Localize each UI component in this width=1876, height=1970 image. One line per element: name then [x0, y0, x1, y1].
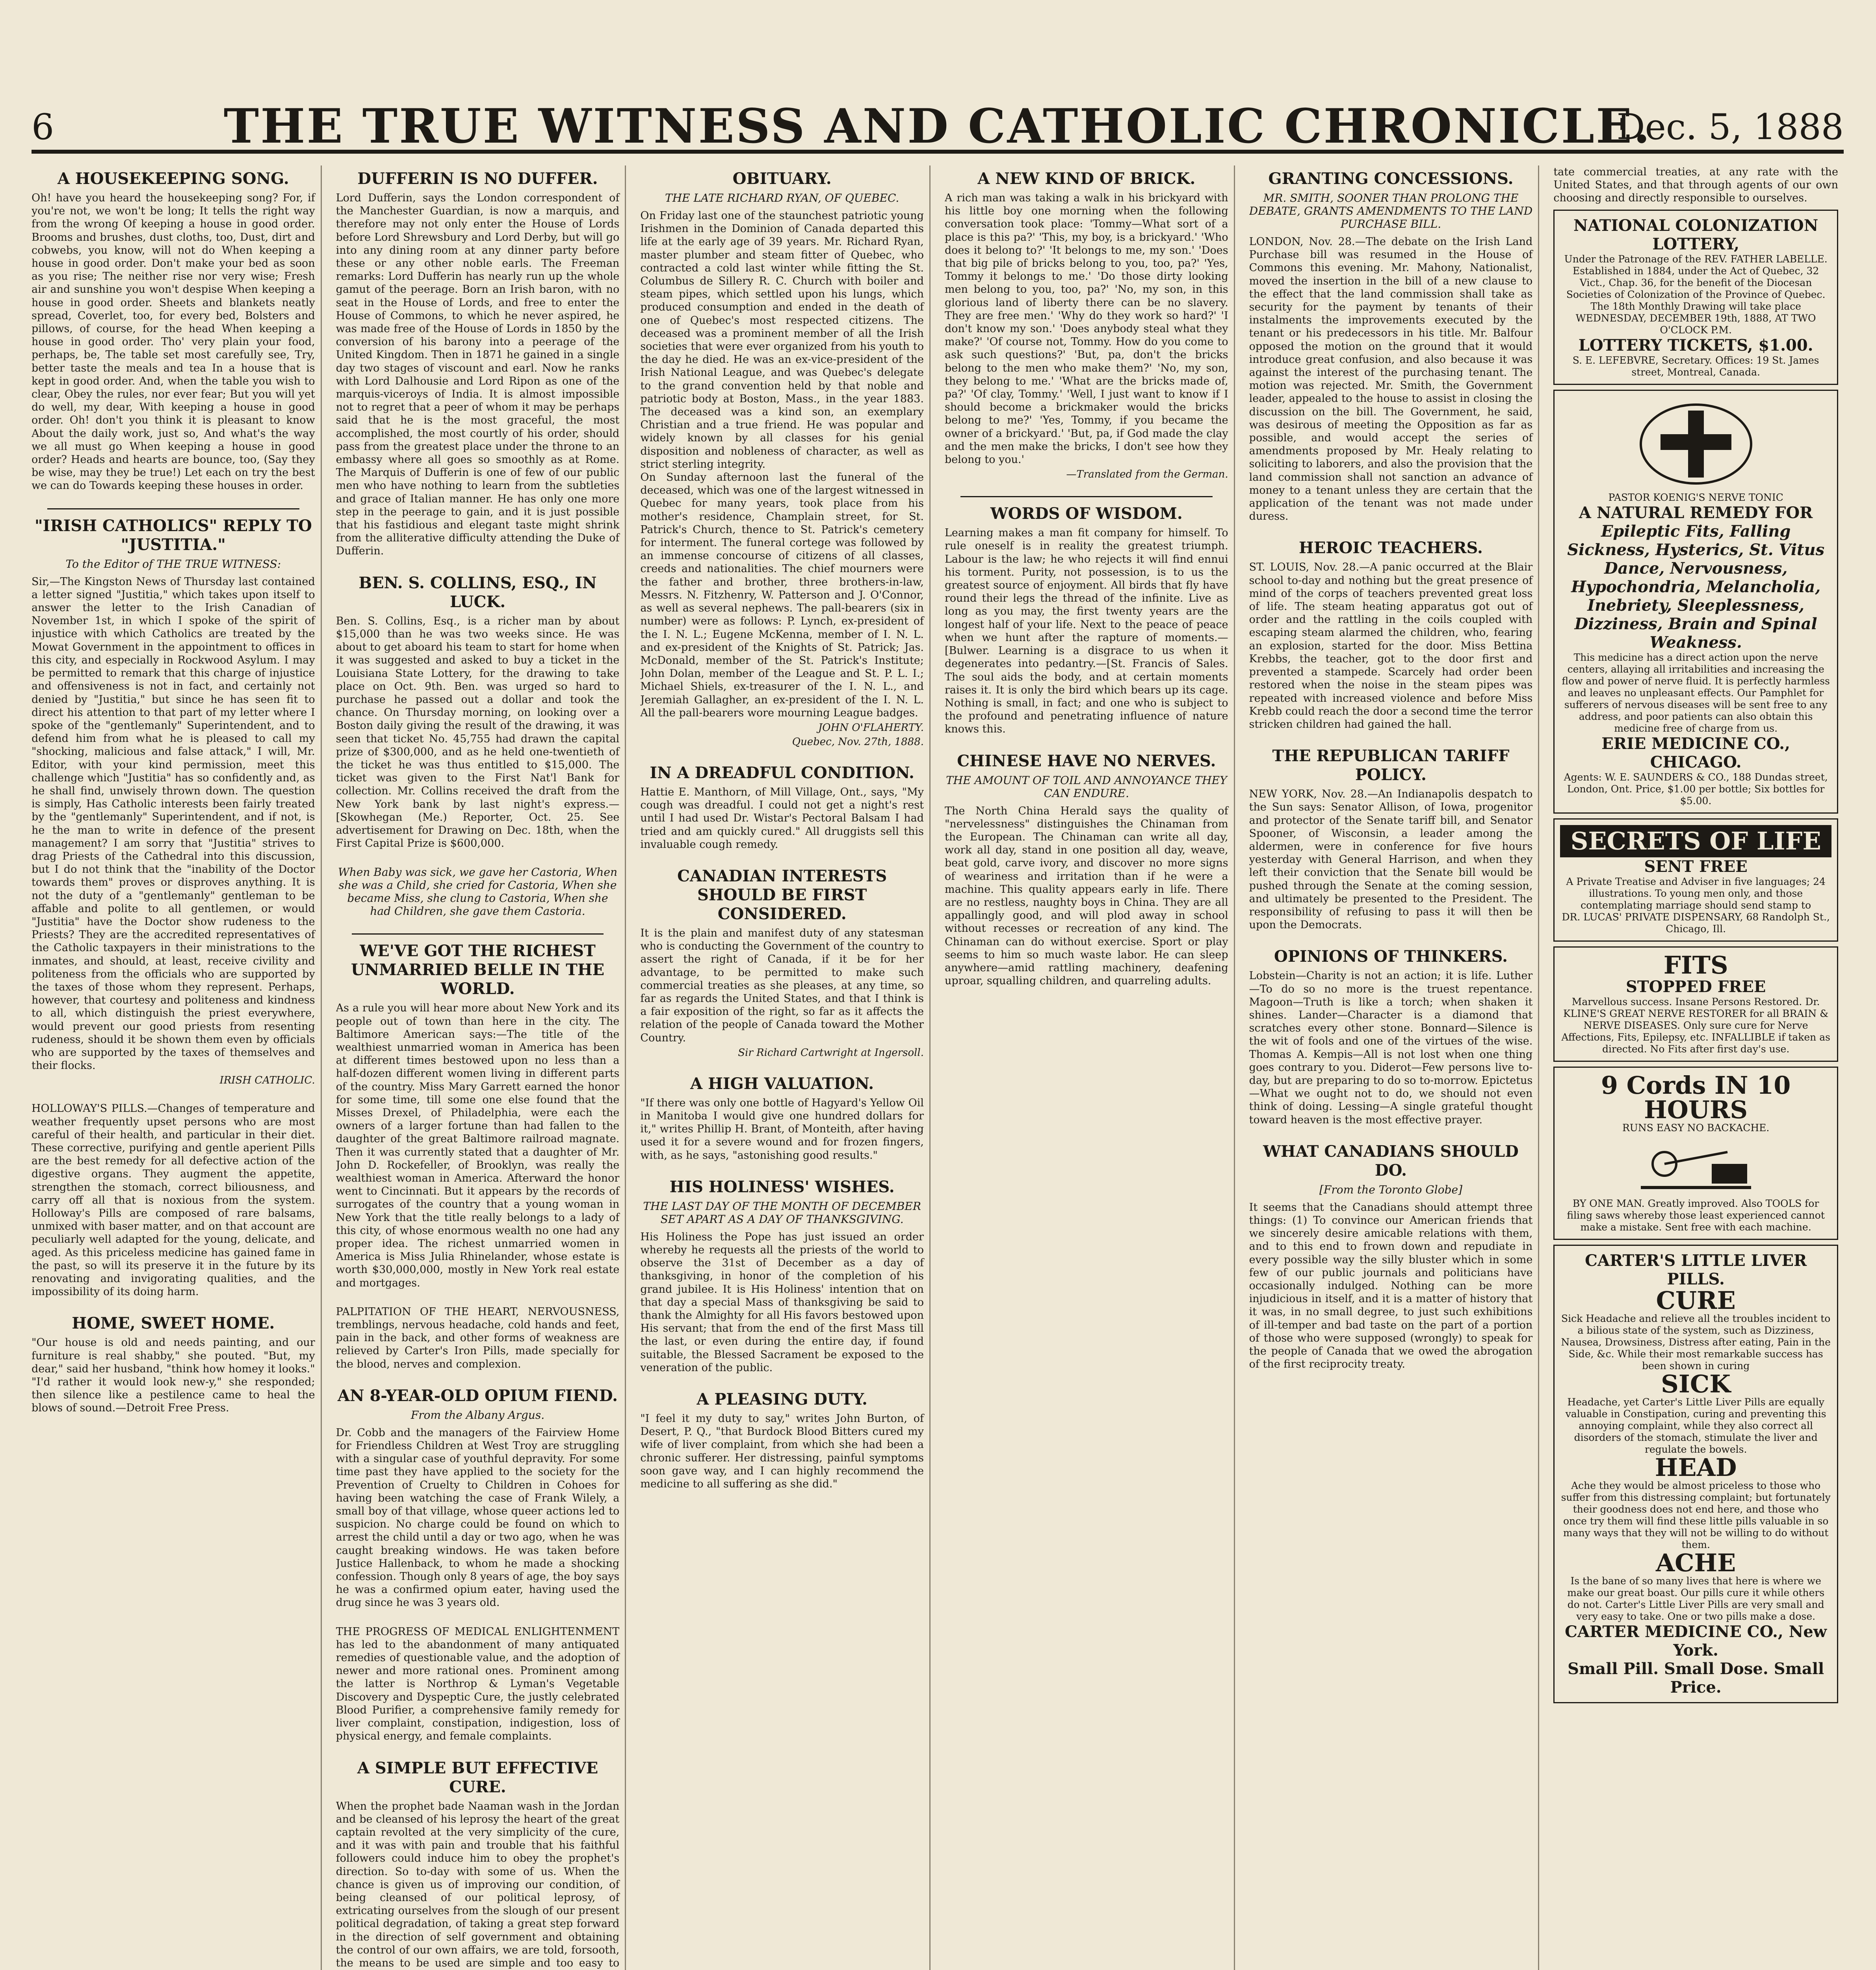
ad-office: S. E. LEFEBVRE, Secretary. Offices: 19 St. James street, Montreal, Canada.	[1572, 354, 1819, 378]
article-body: "Our house is old and needs painting, and our furniture is real shabby," she pouted. "But, my dear," said her husband, "think how homey it looks." "I'd rather it would look new-y," she responded; then silence like a pestilence came to heal the blows of sound.—Detroit Free Press.	[32, 1336, 315, 1414]
article-body: His Holiness the Pope has just issued an order whereby he requests all the priests of the world to observe the 31st of December as a day of thanksgiving, in honor of the completion of his grand jubilee. It is His Holiness' intention that on that day a special Mass of thanksgiving be said to thank the Almighty for all His favors bestowed upon His servant; that from the end of the first Mass till the last, or even during the entire day, if found suitable, the Blessed Sacrament be exposed to the veneration of the public.	[640, 1230, 924, 1374]
article-headline: AN 8-YEAR-OLD OPIUM FIEND.	[337, 1386, 618, 1405]
article-opinions-thinkers	[1249, 947, 1533, 1126]
article-body: Learning makes a man fit company for himself. To rule oneself is in reality the greatest triumph. Labour is the law; he who rejects it will find ennui his torment. Purity, not possession, is to us the greatest source of enjoyment. All birds that fly have round their legs the thread of the infinite. Live as long as you may, the first twenty years are the longest half of your life. Next to the peace of peace when we hunt after the rapture of moments.—[Bulwer. Learning is a disgrace to us when it degenerates into pedantry.—[St. Francis of Sales. The soul aids the body, and at certain moments raises it. It is only the bird which bears up its cage. Nothing is small, in fact; and one who is subject to the profound and penetrating influence of nature knows this.	[945, 527, 1228, 736]
article-dateline: Quebec, Nov. 27th, 1888.	[792, 736, 924, 748]
article-body: Lord Dufferin, says the London correspondent of the Manchester Guardian, is now a marquis, and therefore may not only enter the House of Lords before Lord Shrewsbury and Lord Derby, but will go into any dining room at any dinner party before these or any other noble earls. The Freeman remarks: Lord Dufferin has nearly run up the whole gamut of the peerage. Born an Irish baron, with no seat in the House of Lords, and free to enter the House of Commons, to which he never aspired, he was made free of the House of Lords in 1850 by the conversion of his barony into a peerage of the United Kingdom. Then in 1871 he gained in a single day two stages of viscount and earl. Now he ranks with Lord Dalhousie and Lord Ripon as one of the marquis-viceroys of India. It is almost impossible not to regret that a peer of whom it may be perhaps said that he is the most graceful, the most accomplished, the most courtly of his order, should pass from the greatest place under the throne to an embassy where all goes so smoothly as at Rome. The Marquis of Dufferin is one of few of our public men who have nothing to learn from the subtleties and grace of Italian manner. He has only one more step in the peerage to gain, and it is just possible that his fastidious and elegant taste might shrink from the alliterative difficulty attending the Duke of Dufferin.	[336, 192, 620, 558]
verse-text: When Baby was sick, we gave her Castoria, When she was a Child, she cried for Castoria, When she became Miss, she clung to Castoria, When she had Children, she gave them Castoria.	[338, 866, 617, 918]
article-headline: A HOUSEKEEPING SONG.	[57, 169, 289, 188]
ad-word-ache: ACHE	[1656, 1548, 1736, 1577]
article-body: "I feel it my duty to say," writes John Burton, of Desert, P. Q., "that Burdock Blood Bitters cured my wife of liver complaint, from which she had been a chronic sufferer. Her distressing, painful symptoms soon gave way, and I can highly recommend the medicine to all suffering as she did."	[640, 1412, 924, 1491]
article-headline: WORDS OF WISDOM.	[990, 504, 1183, 523]
article-signature: JOHN O'FLAHERTY.	[818, 721, 924, 734]
ad-subtitle: Under the Patronage of the REV. FATHER LABELLE.	[1564, 253, 1828, 265]
ad-sawing-machine	[1553, 1067, 1838, 1240]
article-body: HOLLOWAY'S PILLS.—Changes of temperature and weather frequently upset persons who are most careful of their health, and particular in their diet. These corrective, purifying and gentle aperient Pills are the best remedy for all defective action of the digestive organs. They augment the appetite, strengthen the stomach, correct biliousness, and carry off all that is noxious from the system. Holloway's Pills are composed of rare balsams, unmixed with baser matter, and on that account are peculiarly well adapted for the young, delicate, and aged. As this priceless medicine has gained fame in the past, so will its preserve it in the future by its renovating and invigorating qualities, and the impossibility of its doing harm.	[32, 1102, 315, 1298]
article-headline: OBITUARY.	[732, 169, 832, 188]
notice-palpitation	[336, 1305, 620, 1371]
article-body: PALPITATION OF THE HEART, NERVOUSNESS, tremblings, nervous headache, cold hands and feet, pain in the back, and other forms of weakness are relieved by Carter's Iron Pills, made specially for the blood, nerves and complexion.	[336, 1305, 620, 1370]
ad-subtitle: RUNS EASY NO BACKACHE.	[1622, 1122, 1770, 1134]
saw-machine-illustration-icon	[1633, 1136, 1759, 1195]
column-5	[1249, 165, 1540, 1970]
ad-title: NATIONAL COLONIZATION LOTTERY,	[1573, 216, 1818, 253]
ad-agents: Agents: W. E. SAUNDERS & CO., 188 Dundas street, London, Ont. Price, $1.00 per bottle; Six bottles for $5.00.	[1564, 771, 1828, 807]
article-body: THE PROGRESS OF MEDICAL ENLIGHTENMENT has led to the abandonment of many antiquated remedies of questionable value, and the adoption of newer and more rational ones. Prominent among the latter is Northrop & Lyman's Vegetable Discovery and Dyspeptic Cure, the justly celebrated Blood Purifier, a comprehensive family remedy for liver complaint, constipation, indigestion, loss of physical energy, and female complaints.	[336, 1625, 620, 1743]
article-body: It is the plain and manifest duty of any statesman who is conducting the Government of the country to assert the right of Canada, if it be for her advantage, to be permitted to make such commercial treaties as she pleases, at any time, so far as regards the United States, and that I think is a fair exposition of the right, so far as it affects the relation of the people of Canada toward the Mother Country.	[640, 927, 924, 1044]
ad-title: SECRETS OF LIFE	[1560, 825, 1831, 857]
article-headline: HOME, SWEET HOME.	[72, 1314, 275, 1333]
ad-title: FITS	[1663, 950, 1728, 979]
article-body: "If there was only one bottle of Hagyard's Yellow Oil in Manitoba I would give one hundred dollars for it," writes Phillip H. Brant, of Monteith, after having used it for a severe wound and for frozen fingers, with, as he says, "astonishing good results."	[640, 1097, 924, 1162]
ad-fits	[1553, 946, 1838, 1062]
article-body: Hattie E. Manthorn, of Mill Village, Ont., says, "My cough was dreadful. I could not get a night's rest until I had used Dr. Wistar's Pectoral Balsam I had tried and am quickly cured." All druggists sell this invaluable cough remedy.	[640, 786, 924, 851]
article-body: LONDON, Nov. 28.—The debate on the Irish Land Purchase bill was resumed in the House of Commons this evening. Mr. Mahony, Nationalist, moved the insertion in the bill of a new clause to the effect that the land commission shall take as security for the payment by tenants of their instalments the improvements executed by the tenant or his predecessors in his title. Mr. Balfour opposed the motion on the ground that it would introduce great confusion, and also because it was against the interest of the purchasing tenant. The motion was rejected. Mr. Smith, the Government leader, appealed to the house to assist in closing the discussion on the bill. The Government, he said, was desirous of meeting the Opposition as far as possible, and would accept the series of amendments proposed by Mr. Healy relating to soliciting to laborers, and also the provision that the land commission shall not sanction an advance of money to a tenant unless they are certain that the application of the tenant was not made under duress.	[1249, 236, 1533, 523]
article-body: ST. LOUIS, Nov. 28.—A panic occurred at the Blair school to-day and nothing but the great presence of mind of the corps of teachers prevented great loss of life. The steam heating apparatus got out of order and the rattling in the coils coupled with escaping steam alarmed the children, who, fearing an explosion, started for the door. Miss Bettina Krebbs, the teacher, got to the door first and prevented a stampede. Scarcely had order been restored when the noise in the steam pipes was repeated with increased violence and before Miss Krebb could reach the door a second time the terror stricken children had gained the hall.	[1249, 561, 1533, 730]
article-headline: A SIMPLE BUT EFFECTIVE CURE.	[357, 1758, 598, 1796]
article-headline: "IRISH CATHOLICS" REPLY TO "JUSTITIA."	[34, 516, 312, 554]
ad-text: Established in 1884, under the Act of Quebec, 32 Vict., Chap. 36, for the benefit of the Diocesan Societies of Colonization of the Province of Quebec. The 18th Monthly Drawing will take place WEDNESDAY, DECEMBER 19th, 1888, AT TWO O'CLOCK P.M.	[1566, 265, 1826, 336]
article-housekeeping-song	[32, 169, 315, 492]
column-1	[32, 165, 322, 1970]
column-2	[336, 165, 626, 1970]
article-signature: —Translated from the German.	[1066, 468, 1228, 481]
article-body: When the prophet bade Naaman wash in the Jordan and be cleansed of his leprosy the heart of the great captain revolted at the very simplicity of the cure, and it was with pain and trouble that his faithful followers could induce him to obey the prophet's direction. So to-day with some of us. When the chance is given us of improving our condition, of being cleansed of our political leprosy, of extricating ourselves from the slough of our present political degradation, of taking a great step forward in the direction of self government and obtaining the control of our own affairs, we are told, forsooth, the means to be used are simple and too easy to	[336, 1800, 620, 1969]
article-high-valuation	[640, 1074, 924, 1162]
article-holiness-wishes	[640, 1178, 924, 1374]
ad-text: This medicine has a direct action upon the nerve centers, allaying all irritabilities and increasing the flow and power of nerve fluid. It is perfectly harmless and leaves no unpleasant effects. Our Pamphlet for sufferers of nervous diseases will be sent free to any address, and poor patients can also obtain this medicine free of charge from us.	[1562, 651, 1830, 734]
article-body: Ben. S. Collins, Esq., is a richer man by about $15,000 than he was two weeks since. He was about to get aboard his team to start for home when it was suggested and asked to buy a ticket in the Louisiana State Lottery, for the drawing to take place on Oct. 9th. Ben. was urged so hard to purchase he passed out a dollar and took the chance. On Thursday morning, on looking over a Boston daily giving the result of the drawing, it was seen that ticket No. 45,755 had drawn the capital prize of $300,000, and as he held one-twentieth of the ticket he was thus entitled to $15,000. The ticket was given to the First Nat'l Bank for collection. Mr. Collins received the draft from the New York bank by last night's express.—[Skowhegan (Me.) Reporter, Oct. 25. See advertisement for Drawing on Dec. 18th, when the First Capital Prize is $600,000.	[336, 615, 620, 850]
ad-koenig	[1553, 390, 1838, 814]
article-words-of-wisdom	[945, 504, 1228, 736]
article-source: [From the Toronto Globe]	[1319, 1183, 1463, 1196]
article-irish-catholics	[32, 517, 315, 1087]
article-granting-concessions	[1249, 169, 1533, 523]
article-headline: HIS HOLINESS' WISHES.	[669, 1177, 895, 1196]
ad-lottery	[1553, 210, 1838, 385]
article-subhead: THE AMOUNT OF TOIL AND ANNOYANCE THEY CAN ENDURE.	[946, 773, 1227, 800]
masthead	[32, 91, 1844, 154]
article-collins	[336, 574, 620, 850]
article-chinese-nerves	[945, 752, 1228, 988]
article-body: Sir,—The Kingston News of Thursday last contained a letter signed "Justitia," which takes upon itself to answer the letter to the Irish Canadian of November 1st, in which I spoke of the spirit of injustice with which Catholics are treated by the Mowat Government in the appointment to offices in this city, and especially in Rockwood Asylum. I may be permitted to remark that this charge of injustice and offensiveness is not in fact, and certainly not denied by "Justitia," but since he has seen fit to direct his attention to that part of my letter where I spoke of the "gentlemanly" Superintendent, and to defend him from what he is pleased to call my "shocking, malicious and false attack," I will, Mr. Editor, with your kind permission, meet this challenge which "Justitia" has so confidently and, as he shall find, unwisely thrown down. The question is simply, Has Catholic interests been fairly treated by the "gentlemanly" Superintendent, and if not, is he the man to write in defence of the present management? I am sorry that "Justitia" strives to drag Priests of the Cathedral into this discussion, but I do not think that the "inability of the Doctor towards them" proves or disproves anything. It is not the duty of a "gentlemanly" gentleman to be affable and polite to all gentlemen, or would "Justitia" have the Doctor show rudeness to the Priests? They are the accredited representatives of the Catholic taxpayers in their ministrations to the inmates, and should, at least, receive civility and politeness from the officials who are supported by the taxes of those whom they represent. Perhaps, however, that courtesy and politeness and kindness to all, which distinguish the priest everywhere, would prevent our good priests from resenting rudeness, should it be shown them even by officials who are supported by the taxes of themselves and their flocks.	[32, 575, 315, 1072]
article-new-kind-of-brick	[945, 169, 1228, 480]
article-headline: A NEW KIND OF BRICK.	[977, 169, 1196, 188]
article-headline: CANADIAN INTERESTS SHOULD BE FIRST CONSIDERED.	[677, 866, 887, 923]
article-headline: THE REPUBLICAN TARIFF POLICY.	[1272, 747, 1510, 784]
article-source: From the Albany Argus.	[410, 1408, 545, 1422]
ad-subtitle: SENT FREE	[1644, 857, 1748, 876]
article-dreadful-condition	[640, 764, 924, 851]
article-tariff-policy	[1249, 747, 1533, 931]
ad-address: DR. LUCAS' PRIVATE DISPENSARY, 68 Randolph St., Chicago, Ill.	[1562, 911, 1830, 935]
article-home-sweet-home	[32, 1314, 315, 1414]
divider	[352, 933, 604, 935]
article-body: Dr. Cobb and the managers of the Fairview Home for Friendless Children at West Troy are struggling with a singular case of youthful depravity. For some time past they have applied to the society for the Prevention of Cruelty to Children in Cohoes for having been watching the case of Frank Wilely, a small boy of that village, whose queer actions led to suspicion. No charge could be found on which to arrest the child until a day or two ago, when he was caught breaking windows. He was taken before Justice Hallenback, to whom he made a shocking confession. Though only 8 years of age, the boy says he was a confirmed opium eater, having used the drug since he was 3 years old.	[336, 1426, 620, 1609]
article-heroic-teachers	[1249, 539, 1533, 731]
article-subhead: MR. SMITH, SOONER THAN PROLONG THE DEBATE, GRANTS AMENDMENTS TO THE LAND PURCHASE BILL.	[1249, 191, 1533, 230]
ad-text: A Private Treatise and Adviser in five languages; 24 illustrations. To young men only, and those contemplating marriage should send stamp to	[1566, 875, 1826, 911]
article-signature: Sir Richard Cartwright at Ingersoll.	[738, 1046, 924, 1059]
ad-text: Ache they would be almost priceless to those who suffer from this distressing complaint; but fortunately their goodness does not end here, and those who once try them will find these little pills valuable in so many ways that they will not be willing to do without them.	[1561, 1479, 1831, 1550]
ad-word-cure: CURE	[1656, 1286, 1736, 1315]
ad-word-head: HEAD	[1655, 1453, 1737, 1482]
article-body: It seems that the Canadians should attempt three things: (1) To convince our American friends that we sincerely desire amicable relations with them, and to this end to frown down and repudiate in every possible way the silly bluster which in some few of our public journals and politicians have occasionally indulged. Nothing can be more injudicious in itself, and it is a matter of history that it was, in no small degree, to just such exhibitions of ill-temper and bad taste on the part of a portion of those who were supposed (wrongly) to speak for the people of Canada that we owed the abrogation of the first reciprocity treaty.	[1249, 1201, 1533, 1371]
article-body-funeral: On Sunday afternoon last the funeral of the deceased, which was one of the largest witnessed in Quebec for many years, took place from his mother's residence, Champlain street, for St. Patrick's Church, thence to St. Patrick's cemetery for interment. The funeral cortege was followed by an immense concourse of citizens of all classes, creeds and nationalities. The chief mourners were the father and brother, three brothers-in-law, Messrs. N. Fitzhenry, W. Patterson and J. O'Connor, as well as several nephews. The pall-bearers (six in number) were as follows: P. Lynch, ex-president of the I. N. L.; Eugene McKenna, member of I. N. L. and ex-president of the Knights of St. Patrick; Jas. McDonald, member of the St. Patrick's Institute; John Dolan, member of the League and St. P. L. I.; Michael Shiels, ex-treasurer of the I. N. L., and Jeremiah Gallagher, an ex-president of the I. N. L. All the pall-bearers wore mourning League badges.	[640, 471, 924, 719]
article-headline: GRANTING CONCESSIONS.	[1268, 169, 1514, 188]
article-headline: BEN. S. COLLINS, ESQ., IN LUCK.	[358, 573, 597, 611]
divider	[47, 508, 299, 509]
page-number: 6	[32, 106, 54, 148]
article-body: On Friday last one of the staunchest patriotic young Irishmen in the Dominion of Canada departed this life at the early age of 39 years. Mr. Richard Ryan, master plumber and steam fitter of Quebec, who contracted a cold last winter while fitting the St. Columbus de Sillery R. C. Church with boiler and steam pipes, which settled upon his lungs, which produced consumption and ended in the death of one of Quebec's most respected citizens. The deceased was a prominent member of all the Irish societies that were ever organized from his youth to the day he died. He was an ex-vice-president of the Irish National League, and was Quebec's delegate to the grand convention held by that noble and patriotic body at Boston, Mass., in the year 1883. The deceased was a kind son, an exemplary Christian and a true friend. He was popular and widely known by all classes for his genial disposition and nobleness of character, as well as strict sterling integrity.	[640, 210, 924, 470]
koenig-cross-logo-icon	[1637, 399, 1755, 489]
divider	[960, 496, 1213, 497]
article-headline: CHINESE HAVE NO NERVES.	[957, 751, 1216, 770]
article-headline: OPINIONS OF THINKERS.	[1274, 947, 1508, 966]
article-headline: DUFFERIN IS NO DUFFER.	[357, 169, 598, 188]
article-signature: IRISH CATHOLIC.	[219, 1074, 315, 1087]
article-canadian-interests	[640, 867, 924, 1059]
article-headline: IN A DREADFUL CONDITION.	[650, 763, 914, 782]
article-simple-cure	[336, 1759, 620, 1970]
ad-brand: PASTOR KOENIG'S NERVE TONIC	[1608, 491, 1783, 503]
ad-company: CARTER MEDICINE CO., New York.	[1565, 1622, 1827, 1660]
article-opium-fiend	[336, 1386, 620, 1609]
ad-subtitle: STOPPED FREE	[1625, 977, 1766, 996]
ad-text: Marvellous success. Insane Persons Restored. Dr. KLINE'S GREAT NERVE RESTORER for all BRAIN & NERVE DISEASES. Only sure cure for Nerve Affections, Fits, Epilepsy, etc. INFALLIBLE if taken as directed. No Fits after first day's use.	[1561, 996, 1830, 1055]
columns	[32, 165, 1844, 1970]
ad-company: ERIE MEDICINE CO., CHICAGO.	[1601, 734, 1791, 771]
ad-brand: CARTER'S LITTLE LIVER PILLS.	[1585, 1251, 1807, 1288]
ad-prize: LOTTERY TICKETS, $1.00.	[1578, 336, 1813, 355]
ad-conditions: Epileptic Fits, Falling Sickness, Hysterics, St. Vitus Dance, Nervousness, Hypochondria, Melancholia, Inebriety, Sleeplessness, Dizziness, Brain and Spinal Weakness.	[1567, 522, 1825, 652]
article-body: As a rule you will hear more about New York and its people out of town than here in the city. The Baltimore American says:—The title of the wealthiest unmarried woman in America has been at different times bestowed upon no less than a half-dozen different women living in different parts of the country. Miss Mary Garrett earned the honor for some time, till some one else found that the Misses Drexel, of Philadelphia, were each the owners of a larger fortune than had fallen to the daughter of the great Baltimore railroad magnate. Then it was currently stated that a daughter of Mr. John D. Rockefeller, of Brooklyn, was really the wealthiest woman in America. Afterward the honor went to Cincinnati. But it appears by the records of surrogates of the country that a young woman in New York that the title really belongs to a lady of this city, of whose enormous wealth no one had any proper idea. The richest unmarried women in America is Miss Julia Rhinelander, whose estate is worth $30,000,000, mostly in New York real estate and mortgages.	[336, 1002, 620, 1289]
article-headline: WE'VE GOT THE RICHEST UNMARRIED BELLE IN THE WORLD.	[351, 942, 605, 998]
notice-holloway	[32, 1102, 315, 1298]
article-obituary	[640, 169, 924, 748]
article-dufferin	[336, 169, 620, 558]
article-body: The North China Herald says the quality of "nervelessness" distinguishes the Chinaman from the European. The Chinaman can write all day, work all day, stand in one position all day, weave, beat gold, carve ivory, and discover no more signs of weariness and irritation than if he were a machine. This quality appears early in life. There are no restless, naughty boys in China. They are all appallingly good, and will plod away in school without recesses or recreation of any kind. The Chinaman can do without exercise. Sport or play seems to him so much waste labor. He can sleep anywhere—amid rattling machinery, deafening uproar, squalling children, and quarreling adults.	[945, 805, 1228, 987]
newspaper-title: THE TRUE WITNESS AND CATHOLIC CHRONICLE.	[223, 98, 1652, 154]
ad-word-sick: SICK	[1661, 1369, 1731, 1398]
ad-text: Headache, yet Carter's Little Liver Pills are equally valuable in Constipation, curing and preventing this annoying complaint, while they also correct all disorders of the stomach, stimulate the liver and regulate the bowels.	[1565, 1396, 1826, 1455]
article-canadians-should-do	[1249, 1142, 1533, 1371]
ad-title: 9 Cords IN 10 HOURS	[1601, 1070, 1791, 1124]
ad-text: BY ONE MAN. Greatly improved. Also TOOLS for filing saws whereby those least experienced cannot make a mistake. Sent free with each machine.	[1567, 1197, 1825, 1233]
ad-footer: Small Pill. Small Dose. Small Price.	[1568, 1659, 1824, 1697]
ad-text: Is the bane of so many lives that here is where we make our great boast. Our pills cure it while others do not. Carter's Little Liver Pills are very small and very easy to take. One or two pills make a dose.	[1567, 1575, 1825, 1622]
article-body: A rich man was taking a walk in his brickyard with his little boy one morning when the following conversation took place: 'Tommy—What sort of a place is this pa?' 'This, my boy, is a brickyard.' 'Who does it belong to?' 'It belongs to me, my son.' 'Does that big pile of bricks belong to you, too, pa?' 'Yes, Tommy it belongs to me.' 'Do those dirty looking men belong to you, too, pa?' 'No, my son, in this glorious land of liberty there can be no slavery. They are free men.' 'Why do they work so hard?' 'I don't know my son.' 'Does anybody steal what they make?' 'Of course not, Tommy. How do you come to ask such questions?' 'But, pa, don't the bricks belong to the men who make them?' 'No, my son, they belong to me.' 'What are the bricks made of, pa?' 'Of clay, Tommy.' 'Well, I just want to know if I should become a brickmaker would the bricks belong to me?' 'Yes, Tommy, if you became the owner of a brickyard.' 'But, pa, if God made the clay and the men make the bricks, I don't see how they belong to you.'	[945, 192, 1228, 466]
article-headline: HEROIC TEACHERS.	[1299, 539, 1483, 558]
ad-text: Sick Headache and relieve all the troubles incident to a bilious state of the system, such as Dizziness, Nausea, Drowsiness, Distress after eating, Pain in the Side, &c. While their most remarkable success has been shown in curing	[1561, 1312, 1831, 1372]
column-4	[945, 165, 1235, 1970]
article-richest-belle	[336, 942, 620, 1289]
article-pleasing-duty	[640, 1390, 924, 1491]
article-body: Lobstein—Charity is not an action; it is life. Luther—To do so no more is the truest repentance. Magoon—Truth is like a torch; when shaken it shines. Lander—Character is a diamond that scratches every other stone. Bonnard—Silence is the wit of fools and one of the virtues of the wise. Thomas A. Kempis—All is not lost when one thing goes contrary to you. Diderot—Few persons live to-day, but are preparing to do so to-morrow. Epictetus—What we ought not to do, we should not even think of doing. Lessing—A single grateful thought toward heaven is the most effective prayer.	[1249, 970, 1533, 1126]
ad-secrets-of-life	[1553, 818, 1838, 942]
article-subhead: THE LAST DAY OF THE MONTH OF DECEMBER SET APART AS A DAY OF THANKSGIVING.	[643, 1199, 921, 1226]
notice-progress	[336, 1625, 620, 1743]
issue-date: Dec. 5, 1888	[1616, 106, 1844, 148]
ad-title: A NATURAL REMEDY FOR	[1579, 503, 1813, 522]
article-subhead: THE LATE RICHARD RYAN, OF QUEBEC.	[665, 191, 899, 204]
castoria-verse	[336, 866, 620, 918]
article-salutation: To the Editor of THE TRUE WITNESS:	[65, 557, 281, 571]
column-6	[1553, 165, 1844, 1970]
article-continuation: tate commercial treaties, at any rate with the United States, and that through agents of our own choosing and directly responsible to ourselves.	[1553, 166, 1838, 204]
article-body: NEW YORK, Nov. 28.—An Indianapolis despatch to the Sun says: Senator Allison, of Iowa, progenitor and protector of the Senate tariff bill, and Senator Spooner, of Wisconsin, a leader among the aldermen, were in conference for five hours yesterday with General Harrison, and when they left their conviction that the Senate bill would be pushed through the Senate at the coming session, and ultimately be presented to the President. The responsibility of refusing to pass it will then be upon the Democrats.	[1249, 788, 1533, 931]
article-headline: A PLEASING DUTY.	[697, 1390, 867, 1409]
ad-carters-pills	[1553, 1245, 1838, 1703]
article-headline: A HIGH VALUATION.	[690, 1074, 874, 1093]
article-headline: WHAT CANADIANS SHOULD DO.	[1263, 1142, 1519, 1180]
column-3	[640, 165, 931, 1970]
article-body: Oh! have you heard the housekeeping song? For, if you're not, we won't be long; It tells the right way from the wrong Of keeping a house in good order. Brooms and brushes, dust cloths, too, Dust, dirt and cobwebs, you know, will not do When keeping a house in good order. Don't make your bed as soon as you rise; The neither rise nor very wise; Fresh air and sunshine you won't despise When keeping a house in good order. Sheets and blankets neatly spread, Coverlet, too, for every bed, Bolsters and pillows, of course, for the head When keeping a house in good order. Tho' very plain your food, perhaps, be, The table set most carefully see, Try, better taste the meals and tea In a house that is kept in good order. And, when the table you wish to clear, Obey the rules, nor ever fear; But you will yet do well, my dear, With keeping a house in good order. Oh! don't you think it is pleasant to know About the daily work, just so, And what's the way we all must go When keeping a house in good order? Heads and hearts are bounce, too, (Say they be wise, may they be true!) Let each on try the best we can do Towards keeping these houses in order.	[32, 192, 315, 492]
